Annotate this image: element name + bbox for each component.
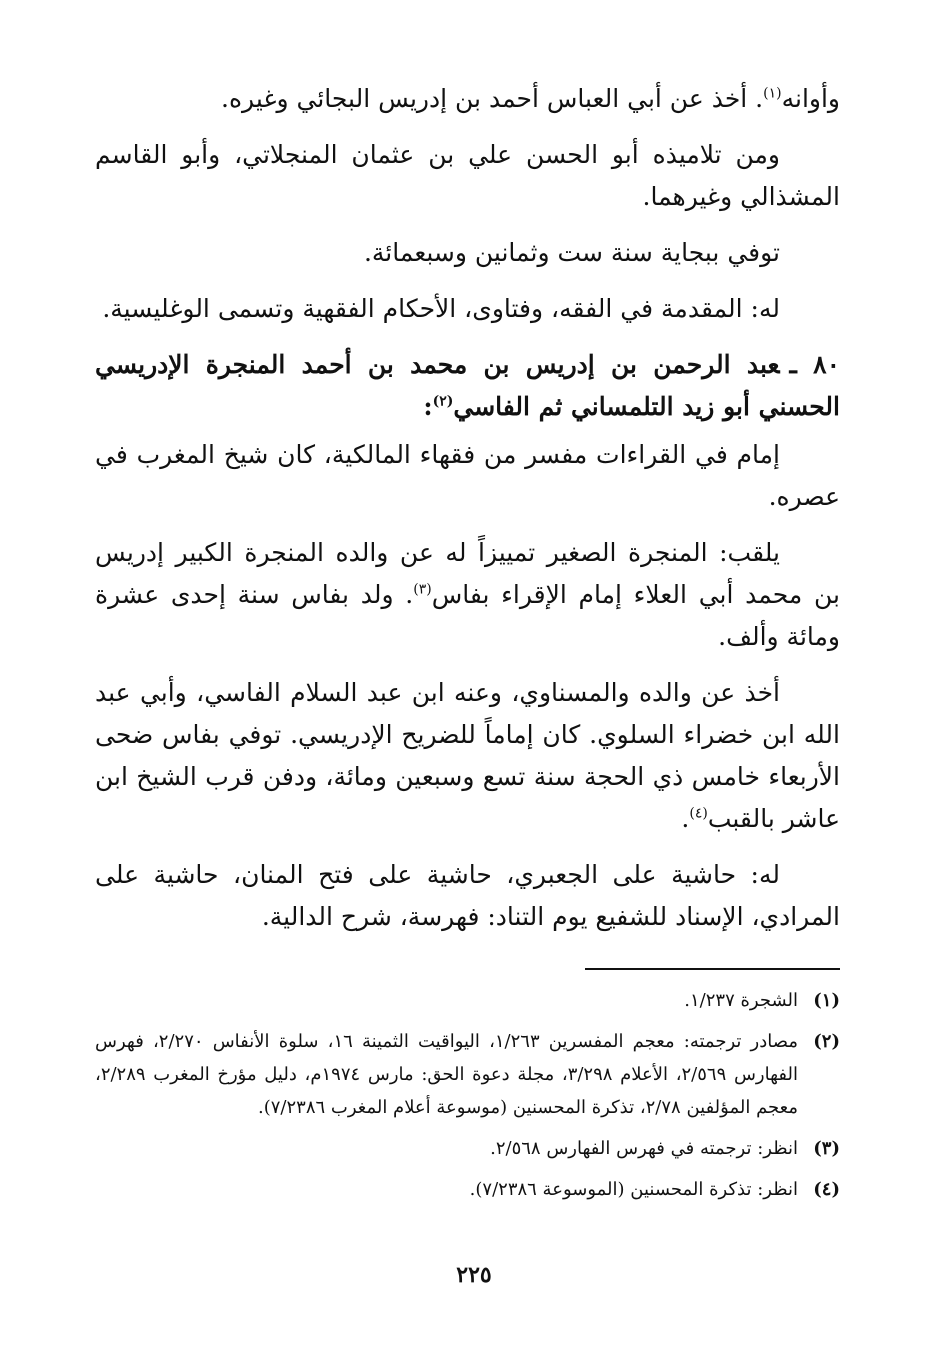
footnote-2 — [95, 1025, 840, 1124]
entry-paragraph-title: يلقب: المنجرة الصغير تمييزاً له عن والده المنجرة الكبير إدريس بن محمد أبي العلاء إمام الإقراء بفاس$^{(٣)}$. ولد بفاس سنة إحدى عشرة ومائة وألف. — [95, 538, 840, 651]
entry-paragraph-biography: أخذ عن والده والمسناوي، وعنه ابن عبد السلام الفاسي، وأبي عبد الله ابن خضراء السلوي. كان إماماً للضريح الإدريسي. توفي بفاس ضحى الأربعاء خامس ذي الحجة سنة تسع وسبعين ومائة، ودفن قرب الشيخ ابن عاشر بالقبب$^{(٤)}$. — [95, 678, 840, 833]
footnote-text: الشجرة ١/٢٣٧. — [684, 990, 798, 1011]
footnote-ref-3: (٣) — [413, 581, 432, 598]
paragraph-students: ومن تلاميذه أبو الحسن علي بن عثمان المنجلاتي، وأبو القاسم المشذالي وغيرهما. — [95, 140, 840, 211]
footnote-text: مصادر ترجمته: معجم المفسرين ١/٢٦٣، اليواقيت الثمينة ١٦، سلوة الأنفاس ٢/٢٧٠، فهرس الفهارس ٢/٥٦٩، الأعلام ٣/٢٩٨، مجلة دعوة الحق: مارس ١٩٧٤م، دليل مؤرخ المغرب ٢/٢٨٩، معجم المؤلفين ٢/٧٨، تذكرة المحسنين (موسوعة أعلام المغرب ٧/٢٣٨٦). — [95, 1031, 798, 1118]
footnote-ref-1: (١) — [763, 85, 782, 102]
footnote-number: (١) — [813, 990, 840, 1011]
main-text — [95, 78, 840, 952]
footnote-number: (٤) — [813, 1179, 840, 1200]
footnote-ref-2: (٢) — [432, 393, 454, 410]
entry-paragraph-intro: إمام في القراءات مفسر من فقهاء المالكية، كان شيخ المغرب في عصره. — [95, 440, 840, 511]
footnote-number: (٢) — [813, 1031, 840, 1052]
footnote-1 — [95, 984, 840, 1017]
entry-name: عبد الرحمن بن إدريس بن محمد بن أحمد المنجرة الإدريسي الحسني أبو زيد التلمساني ثم الفاسي — [95, 350, 840, 421]
paragraph-death: توفي ببجاية سنة ست وثمانين وسبعمائة. — [363, 238, 780, 267]
footnotes — [95, 984, 840, 1214]
entry-number: ٨٠ ـ — [789, 350, 840, 379]
entry-paragraph-works: له: حاشية على الجعبري، حاشية على فتح المنان، حاشية على المرادي، الإسناد للشفيع يوم التناد: فهرسة، شرح الدالية. — [95, 860, 840, 931]
footnote-3 — [95, 1132, 840, 1165]
footnote-4 — [95, 1173, 840, 1206]
paragraph-teachers: وأوانه$^{(١)}$. أخذ عن أبي العباس أحمد بن إدريس البجائي وغيره. — [221, 84, 840, 113]
entry-heading: ٨٠ ـعبد الرحمن بن إدريس بن محمد بن أحمد المنجرة الإدريسي الحسني أبو زيد التلمساني ثم الفاسي$^{(٢)}$: — [95, 350, 840, 421]
footnote-text: انظر: ترجمته في فهرس الفهارس ٢/٥٦٨. — [490, 1138, 798, 1159]
footnote-number: (٣) — [813, 1138, 840, 1159]
footnote-divider — [585, 968, 840, 970]
paragraph-works: له: المقدمة في الفقه، وفتاوى، الأحكام الفقهية وتسمى الوغليسية. — [102, 294, 780, 323]
footnote-ref-4: (٤) — [689, 805, 708, 822]
footnote-text: انظر: تذكرة المحسنين (الموسوعة ٧/٢٣٨٦). — [469, 1179, 798, 1200]
page-number: ٢٢٥ — [456, 1262, 492, 1288]
